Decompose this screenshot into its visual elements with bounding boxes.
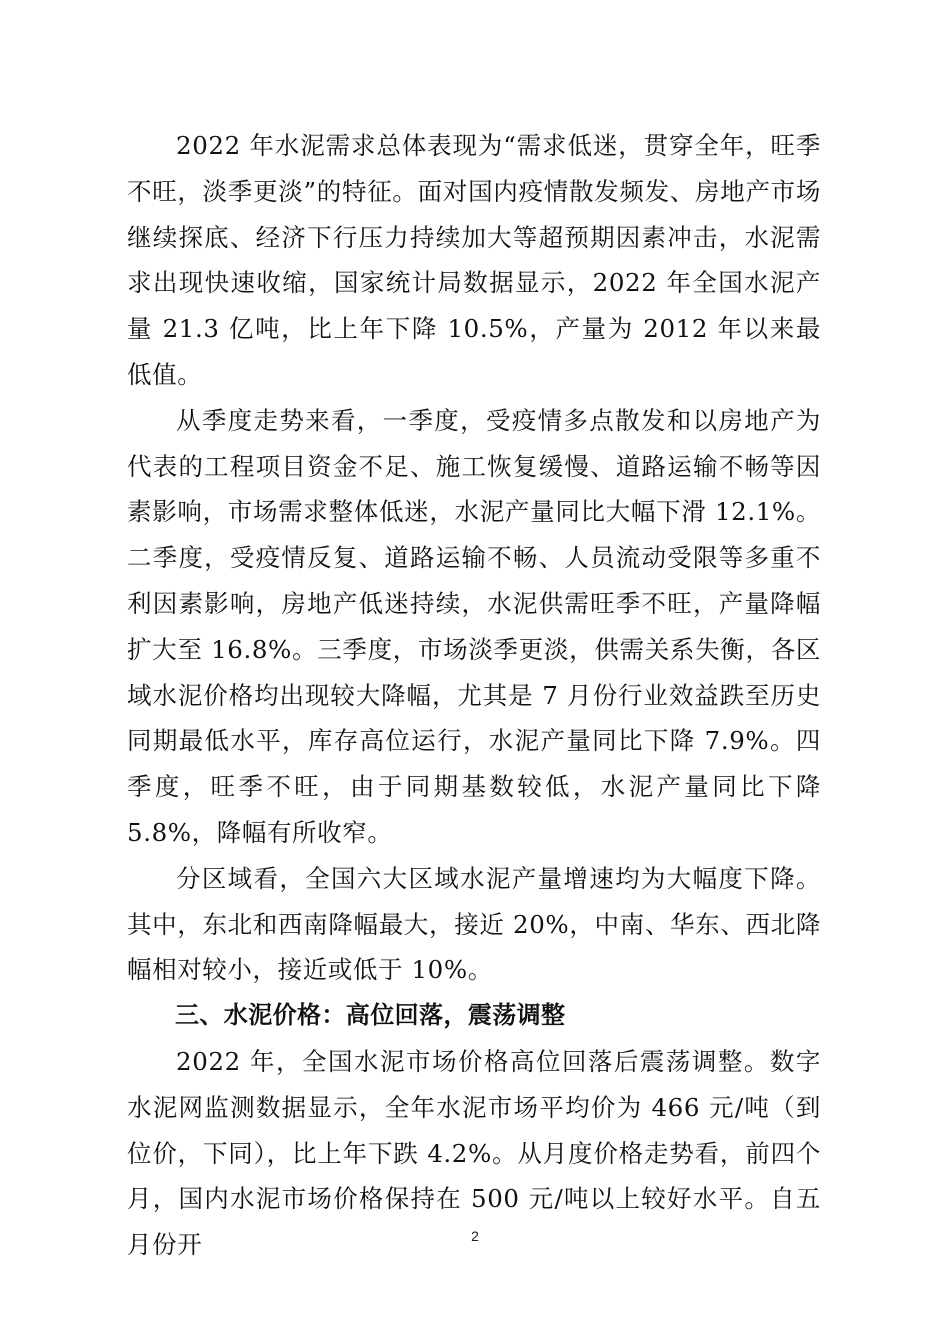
section-heading: 三、水泥价格：高位回落，震荡调整	[175, 1001, 566, 1030]
body-text	[127, 123, 821, 1268]
page-number: 2	[471, 1228, 479, 1244]
paragraph-price: 2022 年，全国水泥市场价格高位回落后震荡调整。数字水泥网监测数据显示，全年水泥市场平均价为 466 元/吨（到位价，下同），比上年下跌 4.2%。从月度价格走势看，前四个月，国内水泥市场价格保持在 500 元/吨以上较好水平。自五月份开	[127, 1046, 821, 1260]
paragraph-quarterly-trend: 从季度走势来看，一季度，受疫情多点散发和以房地产为代表的工程项目资金不足、施工恢复缓慢、道路运输不畅等因素影响，市场需求整体低迷，水泥产量同比大幅下滑 12.1%。二季度，受疫情反复、道路运输不畅、人员流动受限等多重不利因素影响，房地产低迷持续，水泥供需旺季不旺，产量降幅扩大至 16.8%。三季度，市场淡季更淡，供需关系失衡，各区域水泥价格均出现较大降幅，尤其是 7 月份行业效益跌至历史同期最低水平，库存高位运行，水泥产量同比下降 7.9%。四季度，旺季不旺，由于同期基数较低，水泥产量同比下降 5.8%，降幅有所收窄。	[127, 405, 821, 847]
paragraph-regional: 分区域看，全国六大区域水泥产量增速均为大幅度下降。其中，东北和西南降幅最大，接近 20%，中南、华东、西北降幅相对较小，接近或低于 10%。	[127, 863, 821, 985]
paragraph-demand-overview: 2022 年水泥需求总体表现为“需求低迷，贯穿全年，旺季不旺，淡季更淡”的特征。面对国内疫情散发频发、房地产市场继续探底、经济下行压力持续加大等超预期因素冲击，水泥需求出现快速收缩，国家统计局数据显示，2022 年全国水泥产量 21.3 亿吨，比上年下降 10.5%，产量为 2012 年以来最低值。	[127, 131, 821, 389]
